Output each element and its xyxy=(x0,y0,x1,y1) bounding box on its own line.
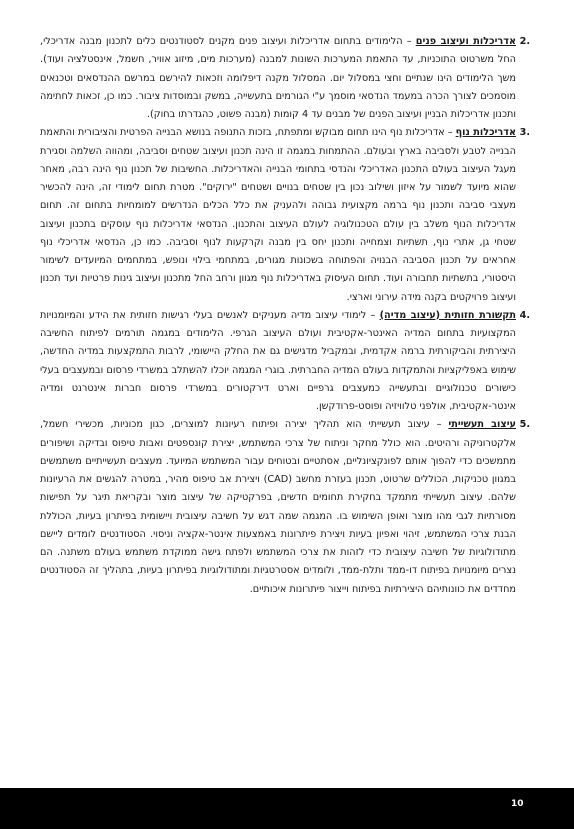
page-footer xyxy=(0,788,574,829)
list-item-title: תקשורת חזותית (עיצוב מדיה) xyxy=(379,309,517,321)
list-item xyxy=(40,33,530,124)
list-item-title: אדריכלות ועיצוב פנים xyxy=(415,36,517,47)
list-item xyxy=(40,416,530,599)
list-item-title: אדריכלות נוף xyxy=(455,127,516,139)
list-item xyxy=(40,307,530,417)
list-item-text: – עיצוב תעשייתי הוא תהליך יצירה ופיתוח רעיונות למוצרים, כגון מכוניות, מכשירי חשמל, אלקטרוניקה ורהיטים. הוא כולל מחקר וניתוח של צרכי המשתמש, יצירת קונספטים ואבות טיפוס ובדיקה ושיפורים מתמשכים כדי להפוך אותם לפונקציונליים, אסתטיים ובטוחים עבור המשתמש המיועד. מעצבים תעשייתיים משתמשים במגוון טכניקות, הכוללים שרטוט, תכנון בעזרת מחשב (CAD) ויצירת אב טיפוס מהיר, במטרה להגשים את הרעיונות שלהם. עיצוב תעשייתי מתמקד בחקירת תחומים חדשים, בפרקטיקה של עיצוב מוצר ובקריאת תיגר על תפישות מסורתיות לגבי מהו מוצר ואופן השימוש בו. המגמה שמה דגש על חשיבה עיצובית ויישומית בפיתרון בעיות, הכוללת הבנת צרכי המשתמש, זיהוי ואפיון בעיות ויצירת פיתרונות באמצעות אינטר-אקציה וניסוי. הסטודנטים לומדים ליישם מתודולוגיות של חשיבה עיצובית כדי לזהות את צרכי המשתמש ולפתח גישה ממוקדת משתמש בעולם משתנה. הם נצרים מיומנויות בפיתוח דו-ממד ותלת-ממד, ולומדים אסטרטגיות ומתודולוגיות בפיתרון בעיות, בתהליך זה הסטודנטים מחדדים את כוונותיהם היצירתיות בפיתוח וייצור פיתרונות איכותיים. xyxy=(40,419,516,595)
list-item-title: עיצוב תעשייתי xyxy=(448,419,516,431)
list-item-number: 2. xyxy=(519,36,530,47)
list-item xyxy=(40,124,530,307)
page-number: 10 xyxy=(511,799,524,809)
document-body xyxy=(40,33,530,599)
list-item-number: 4. xyxy=(519,309,530,321)
list-item-text: – לימודי עיצוב מדיה מעניקים לאנשים בעלי רגישות חזותית את הידע והמיומנויות המקצועיות בתחום המדיה האינטר-אקטיבית ועולם העיצוב הגרפי. הלימודים במגמה תורמים לפיתוח החשיבה היצירתית והביקורתית ברמה אקדמית, ובמקביל מדגישים גם את החלק היישומי, לרבות התמקצעות במדיה החדשה, שימוש באפליקציות והתמקדות בעולם המדיה החברתית. בוגרי המגמה יוכלו להשתלב במשרדי פרסום ובמעצבים בעלי כישורים טכנולוגיים ובתעשייה כמעצבים גרפיים וארט דירקטורים במשרדי פרסום חברות אינטרנט ומדיה אינטר-אקטיבית, אולפני טלוויזיה ופוסט-פרודקשן. xyxy=(40,309,516,412)
list-item-text: – הלימודים בתחום אדריכלות ועיצוב פנים מקנים לסטודנטים כלים לתכנון מבנה אדריכלי, החל משרטוט התוכניות, עד התאמת המערכות השונות למבנה (מערכות מים, מיזוג אוויר, חשמל, אינסטלציה ועוד). משך הלימודים הינו שנתיים וחצי במסלול יום. המסלול מקנה דיפלומה וזכאות להירשם במרשם ההנדסאים וטכנאים מוסמכים לצורך הכרה במעמד הנדסאי מוסמך ע"י הגורמים בתעשייה, במשק ובמוסדות ציבור. כמו כן, זכאות לחתימה ותכנון אדריכלות הבניין ועיצוב הפנים של מבנים עד 4 קומות (מבנה פשוט, כהגדרתו בחוק). xyxy=(40,36,516,120)
list-item-number: 3. xyxy=(519,127,530,139)
list-item-number: 5. xyxy=(519,419,530,431)
list-item-text: – אדריכלות נוף הינו תחום מבוקש ומתפתח, בזכות התנופה בנושא הבנייה הפרטית והציבורית והתאמת הבנייה לטבע ולסביבה בארץ ובעולם. ההתמחות במגמה זו הינה תכנון ועיצוב שטחים וסביבה, ומהווה השלמה וסגירת מעגל העיצוב בעולם התכנון האדריכלי והנדסי בתחומי הבנייה והאדריכלות. החשיבות של תכנון נוף הינה רבה, מאחר שהוא מיועד לשמור על איזון ושילוב נכון בין שטחים בנויים ושטחים "ירוקים". מטרת תחום לימודי זה, הינה להכשיר מעצבי סביבה ותכנון נוף ברמה מקצועית גבוהה ולהעניק את כלל הכלים הנדרשים למומחיות בתחום זה. תחום אדריכלות הנוף משלב בין עולם הטכנולוגיה לעולם העיצוב והתכנון. הנדסאי אדריכלות נוף עוסקים בתכנון ועיצוב שטחי גן, אתרי נוף, תשתיות וצמחייה ותכנון יחס בין מבנה וקרקעות לנוף וסביבה. כמו כן, הנדסאי אדריכלי נוף אחראים על תכנון הסביבה הבנויה והפתוחה בשכונות מגורים, במתחמי בילוי ונופש, במתחמים המיועדים לשימור היסטורי, בתשתיות תחבורה ועוד. תחום העיסוק באדריכלות נוף מגוון ורחב החל מתכנון ועיצוב גינות פרטיות ועד תכנון ועיצוב פרויקטים בקנה מידה עירוני וארצי. xyxy=(40,127,516,303)
